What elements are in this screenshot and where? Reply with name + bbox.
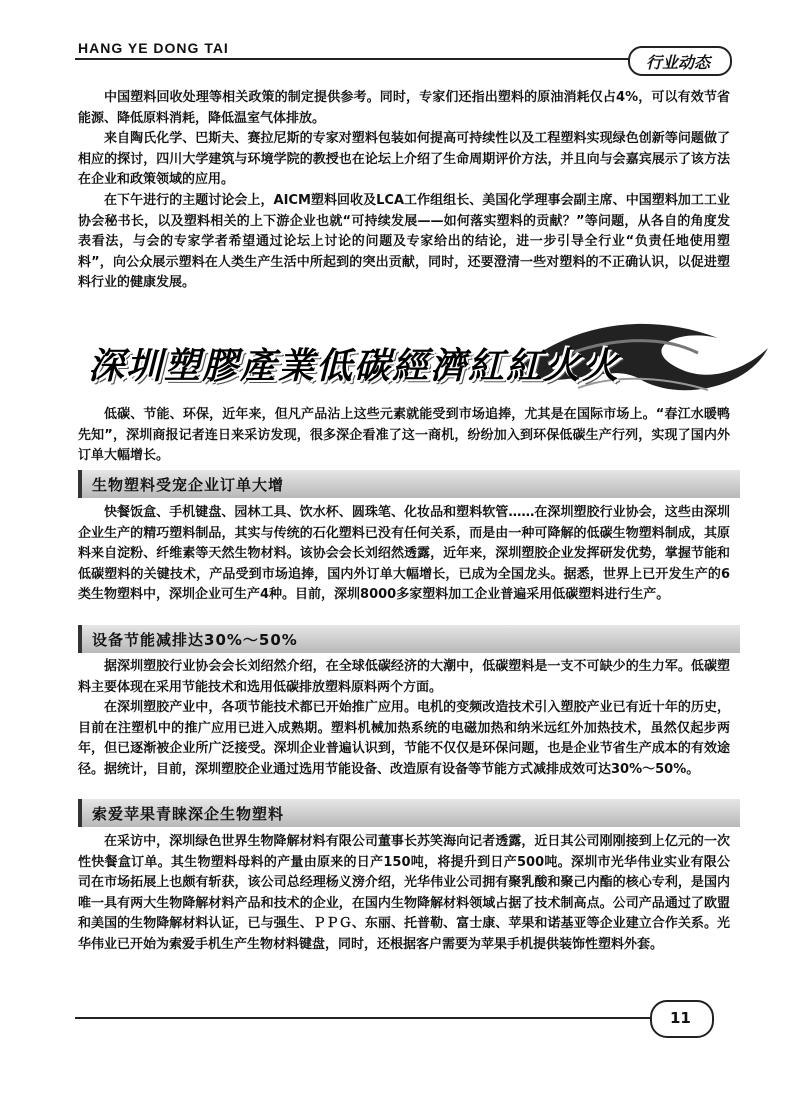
section-tab bbox=[628, 46, 732, 76]
section-2-paragraph-2: 在深圳塑胶产业中，各项节能技术都已开始推广应用。电机的变频改造技术引入塑胶产业已有近十年的历史，目前在注塑机中的推广应用已进入成熟期。塑料机械加热系统的电磁加热和纳米远红外加热技术，虽然仅起步两年，但已逐渐被企业所广泛接受。深圳企业普遍认识到，节能不仅仅是环保问题，也是企业节省生产成本的有效途径。据统计，目前，深圳塑胶企业通过选用节能设备、改造原有设备等节能方式减排成效可达30%～50%。 bbox=[78, 700, 730, 777]
section-title: 生物塑料受宠企业订单大增 bbox=[92, 476, 285, 494]
article-banner bbox=[78, 318, 768, 398]
lead-paragraph: 低碳、节能、环保，近年来，但凡产品沾上这些元素就能受到市场追捧，尤其是在国际市场上。“春江水暖鸭先知”，深圳商报记者连日来采访发现，很多深企看准了这一商机，纷纷加入到环保低碳生产行列，实现了国内外订单大幅增长。 bbox=[78, 407, 730, 463]
article-title: 深圳塑膠產業低碳經濟紅紅火火 bbox=[88, 345, 621, 387]
footer-rule bbox=[75, 1017, 650, 1019]
section-2-paragraph-1: 据深圳塑胶行业协会会长刘绍然介绍，在全球低碳经济的大潮中，低碳塑料是一支不可缺少的生力军。低碳塑料主要体现在采用节能技术和选用低碳排放塑料原料两个方面。 bbox=[78, 659, 730, 695]
running-header-left: HANG YE DONG TAI bbox=[78, 40, 229, 56]
section-1-paragraph: 快餐饭盒、手机键盘、园林工具、饮水杯、圆珠笔、化妆品和塑料软管……在深圳塑胶行业协会，这些由深圳企业生产的精巧塑料制品，其实与传统的石化塑料已没有任何关系，而是由一种可降解的低碳生物塑料制成，其原料来自淀粉、纤维素等天然生物材料。该协会会长刘绍然透露，近年来，深圳塑胶企业发挥研发优势，掌握节能和低碳塑料的关键技术，产品受到市场追捧，国内外订单大幅增长，已成为全国龙头。据悉，世界上已开发生产的6类生物塑料中，深圳企业可生产4种。目前，深圳8000多家塑料加工企业普遍采用低碳塑料进行生产。 bbox=[78, 505, 730, 602]
section-header-2 bbox=[78, 625, 740, 653]
page-number-badge bbox=[650, 1000, 714, 1038]
section-3-paragraph: 在采访中，深圳绿色世界生物降解材料有限公司董事长苏笑海向记者透露，近日其公司刚刚接到上亿元的一次性快餐盒订单。其生物塑料母料的产量由原来的日产150吨，将提升到日产500吨。深圳市光华伟业实业有限公司在市场拓展上也颇有斩获，该公司总经理杨义滂介绍，光华伟业公司拥有聚乳酸和聚己内酯的核心专利，是国内唯一具有两大生物降解材料产品和技术的企业，在国内生物降解材料领域占据了技术制高点。公司产品通过了欧盟和美国的生物降解材料认证，已与强生、ＰＰＧ、东丽、托普勒、富士康、苹果和诺基亚等企业建立合作关系。光华伟业已开始为索爱手机生产生物材料键盘，同时，还根据客户需要为苹果手机提供装饰性塑料外套。 bbox=[78, 834, 730, 952]
intro-paragraph-3: 在下午进行的主题讨论会上，AICM塑料回收及LCA工作组组长、美国化学理事会副主席、中国塑料加工工业协会秘书长，以及塑料相关的上下游企业也就“可持续发展——如何落实塑料的贡献？”等问题，从各自的角度发表看法，与会的专家学者希望通过论坛上讨论的问题及专家给出的结论，进一步引导全行业“负责任地使用塑料”，向公众展示塑料在人类生产生活中所起到的突出贡献，同时，还要澄清一些对塑料的不正确认识，以促进塑料行业的健康发展。 bbox=[78, 193, 730, 290]
section-header-3 bbox=[78, 799, 740, 827]
page-number: 11 bbox=[670, 1009, 691, 1027]
intro-paragraph-2: 来自陶氏化学、巴斯夫、赛拉尼斯的专家对塑料包装如何提高可持续性以及工程塑料实现绿色创新等问题做了相应的探讨，四川大学建筑与环境学院的教授也在论坛上介绍了生命周期评价方法，并且向与会嘉宾展示了该方法在企业和政策领域的应用。 bbox=[78, 131, 730, 187]
section-title: 设备节能减排达30%～50% bbox=[92, 631, 298, 649]
header-rule bbox=[75, 58, 635, 60]
intro-paragraph-1: 中国塑料回收处理等相关政策的制定提供参考。同时，专家们还指出塑料的原油消耗仅占4%，可以有效节省能源、降低原料消耗，降低温室气体排放。 bbox=[78, 90, 730, 126]
section-title: 索爱苹果青睐深企生物塑料 bbox=[92, 805, 285, 823]
section-tab-label: 行业动态 bbox=[646, 53, 711, 72]
section-header-1 bbox=[78, 470, 740, 498]
